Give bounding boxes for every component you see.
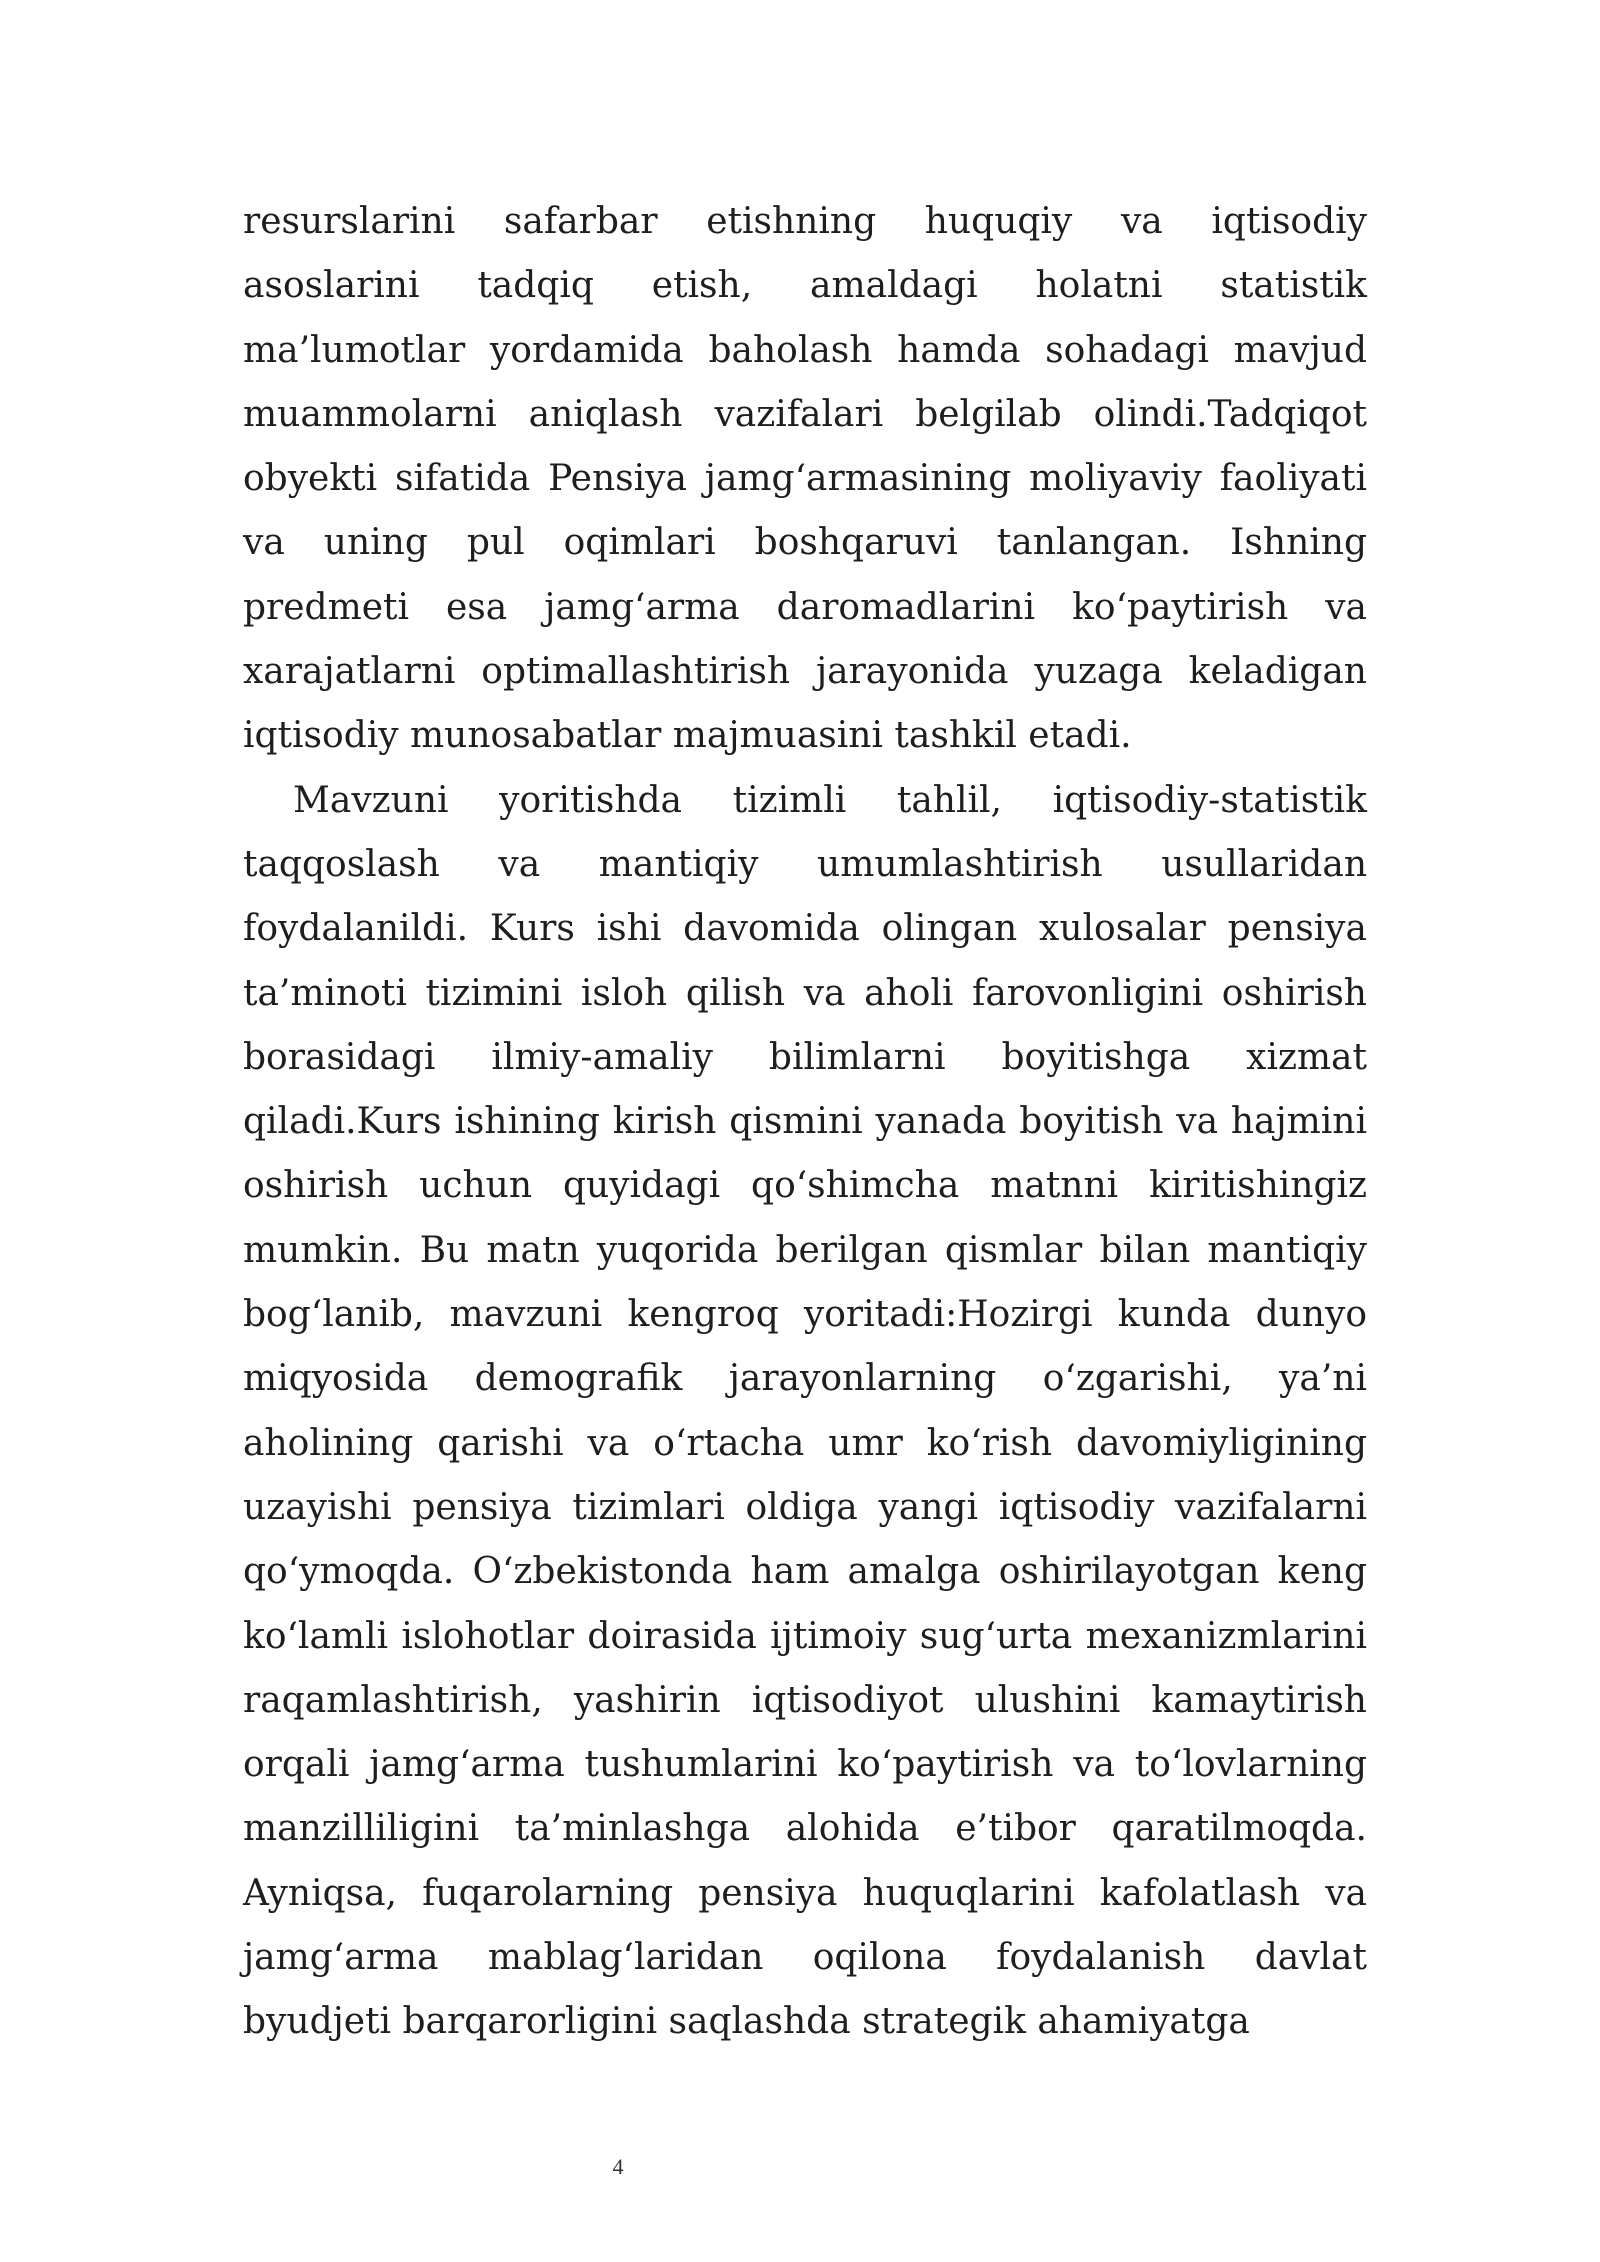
page-number: 4	[612, 2154, 624, 2179]
paragraph: Mavzuni yoritishda tizimli tahlil, iqtisodiy-statistik taqqoslash va mantiqiy umumlashtirish usullaridan foydalanildi. Kurs ishi davomida olingan xulosalar pensiya ta’minoti tizimini isloh qilish va aholi farovonligini oshirish borasidagi ilmiy-amaliy bilimlarni boyitishga xizmat qiladi.Kurs ishining kirish qismini yanada boyitish va hajmini oshirish uchun quyidagi qo‘shimcha matnni kiritishingiz mumkin. Bu matn yuqorida berilgan qismlar bilan mantiqiy bog‘lanib, mavzuni kengroq yoritadi:Hozirgi kunda dunyo miqyosida demografik jarayonlarning o‘zgarishi, ya’ni aholining qarishi va o‘rtacha umr ko‘rish davomiyligining uzayishi pensiya tizimlari oldiga yangi iqtisodiy vazifalarni qo‘ymoqda. O‘zbekistonda ham amalga oshirilayotgan keng ko‘lamli islohotlar doirasida ijtimoiy sug‘urta mexanizmlarini raqamlashtirish, yashirin iqtisodiyot ulushini kamaytirish orqali jamg‘arma tushumlarini ko‘paytirish va to‘lovlarning manzilliligini ta’minlashga alohida e’tibor qaratilmoqda. Ayniqsa, fuqarolarning pensiya huquqlarini kafolatlash va jamg‘arma mablag‘laridan oqilona foydalanish davlat byudjeti barqarorligini saqlashda strategik ahamiyatga	[243, 779, 1367, 2043]
body-text	[243, 190, 1367, 2055]
paragraph-continuation: resurslarini safarbar etishning huquqiy va iqtisodiy asoslarini tadqiq etish, amaldagi holatni statistik ma’lumotlar yordamida baholash hamda sohadagi mavjud muammolarni aniqlash vazifalari belgilab olindi.Tadqiqot obyekti sifatida Pensiya jamg‘armasining moliyaviy faoliyati va uning pul oqimlari boshqaruvi tanlangan. Ishning predmeti esa jamg‘arma daromadlarini ko‘paytirish va xarajatlarni optimallashtirish jarayonida yuzaga keladigan iqtisodiy munosabatlar majmuasini tashkil etadi.	[243, 201, 1367, 757]
